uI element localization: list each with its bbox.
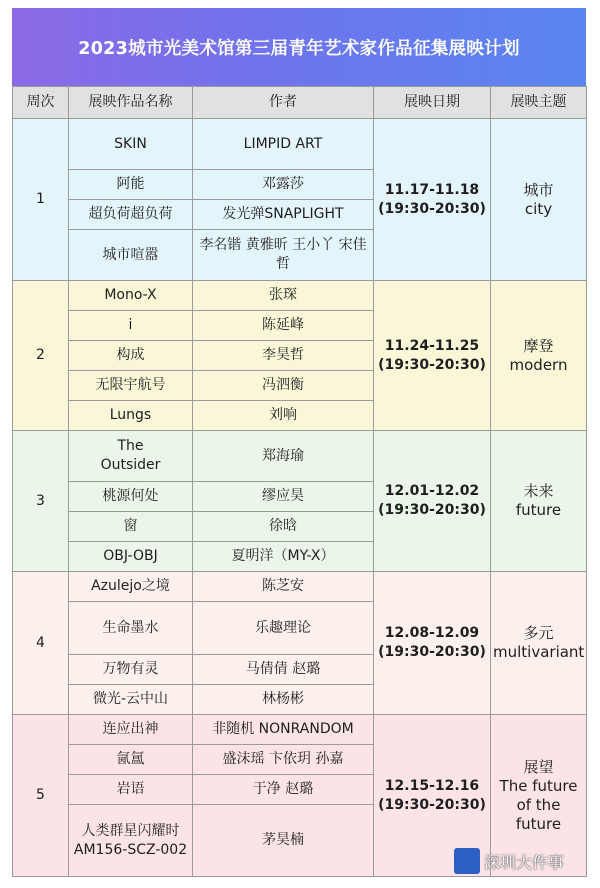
author-name: 夏明洋（MY-X） <box>193 542 374 572</box>
watermark-logo-icon <box>454 848 480 874</box>
header-work: 展映作品名称 <box>69 87 193 119</box>
theme-en: The future of the future <box>499 776 578 833</box>
author-name: 茅昊楠 <box>193 805 374 877</box>
work-title: 生命墨水 <box>69 602 193 655</box>
table-row <box>13 715 587 745</box>
work-title: The Outsider <box>69 431 193 482</box>
author-name: 刘响 <box>193 401 374 431</box>
author-name: 张琛 <box>193 281 374 311</box>
work-title: OBJ-OBJ <box>69 542 193 572</box>
screening-date-cell <box>374 431 491 572</box>
author-name: 于净 赵璐 <box>193 775 374 805</box>
table-row <box>13 119 587 170</box>
page-title: 2023城市光美术馆第三届青年艺术家作品征集展映计划 <box>78 38 520 59</box>
work-title: 人类群星闪耀时AM156-SCZ-002 <box>69 805 193 877</box>
screening-date: 12.01-12.02 <box>384 483 480 499</box>
title-banner <box>12 8 586 86</box>
week-number: 2 <box>13 281 69 431</box>
screening-date-cell <box>374 119 491 281</box>
work-title: 超负荷超负荷 <box>69 200 193 230</box>
work-title: 万物有灵 <box>69 655 193 685</box>
work-title: 岩语 <box>69 775 193 805</box>
author-name: 非随机 NONRANDOM <box>193 715 374 745</box>
work-title: 构成 <box>69 341 193 371</box>
header-week: 周次 <box>13 87 69 119</box>
theme-cell <box>491 431 587 572</box>
work-title: 连应出神 <box>69 715 193 745</box>
screening-date-cell <box>374 572 491 715</box>
week-number: 1 <box>13 119 69 281</box>
work-title: Lungs <box>69 401 193 431</box>
watermark <box>454 846 564 876</box>
work-title: 氤氲 <box>69 745 193 775</box>
header-date: 展映日期 <box>374 87 491 119</box>
screening-date-cell <box>374 281 491 431</box>
work-title: 城市喧嚣 <box>69 230 193 281</box>
author-name: 林杨彬 <box>193 685 374 715</box>
header-author: 作者 <box>193 87 374 119</box>
screening-time: (19:30-20:30) <box>378 356 486 373</box>
table-row <box>13 281 587 311</box>
week-number: 3 <box>13 431 69 572</box>
theme-cell <box>491 572 587 715</box>
theme-cell <box>491 119 587 281</box>
theme-cn: 展望 <box>523 757 554 776</box>
author-name: 缪应昊 <box>193 482 374 512</box>
screening-date: 11.17-11.18 <box>384 181 480 198</box>
screening-date: 11.24-11.25 <box>384 337 480 354</box>
schedule-table <box>12 86 587 877</box>
watermark-text: 深圳大件事 <box>484 852 565 872</box>
theme-cn: 多元 <box>523 624 554 642</box>
theme-cell <box>491 281 587 431</box>
author-name: 陈延峰 <box>193 311 374 341</box>
author-name: 郑海瑜 <box>193 431 374 482</box>
author-name: 李名锴 黄雅昕 王小丫 宋佳哲 <box>193 230 374 281</box>
week-number: 4 <box>13 572 69 715</box>
author-name: 陈芝安 <box>193 572 374 602</box>
author-name: 马倩倩 赵璐 <box>193 655 374 685</box>
table-row <box>13 431 587 482</box>
theme-en: city <box>524 199 553 218</box>
work-title: SKIN <box>69 119 193 170</box>
author-name: 徐晗 <box>193 512 374 542</box>
author-name: 李昊哲 <box>193 341 374 371</box>
theme-cn: 城市 <box>523 180 554 199</box>
screening-date: 12.15-12.16 <box>384 777 480 794</box>
theme-cn: 摩登 <box>523 336 554 355</box>
author-name: 乐趣理论 <box>193 602 374 655</box>
work-title: 窗 <box>69 512 193 542</box>
author-name: 邓露莎 <box>193 170 374 200</box>
work-title: 桃源何处 <box>69 482 193 512</box>
screening-time: (19:30-20:30) <box>378 502 486 518</box>
screening-time: (19:30-20:30) <box>378 796 486 813</box>
theme-cn: 未来 <box>523 482 554 500</box>
work-title: 微光-云中山 <box>69 685 193 715</box>
author-name: LIMPID ART <box>193 119 374 170</box>
screening-time: (19:30-20:30) <box>378 644 486 660</box>
screening-date: 12.08-12.09 <box>384 625 480 641</box>
work-title: i <box>69 311 193 341</box>
theme-en: multivariant <box>493 643 585 661</box>
theme-en: modern <box>509 355 568 374</box>
work-title: 无限宇航号 <box>69 371 193 401</box>
work-title: Azulejo之境 <box>69 572 193 602</box>
table-row <box>13 572 587 602</box>
week-number: 5 <box>13 715 69 877</box>
author-name: 冯泗衡 <box>193 371 374 401</box>
theme-en: future <box>515 501 562 519</box>
author-name: 发光弹SNAPLIGHT <box>193 200 374 230</box>
table-header-row <box>13 87 587 119</box>
screening-time: (19:30-20:30) <box>378 200 486 217</box>
work-title: 阿能 <box>69 170 193 200</box>
author-name: 盛沫瑶 卞依玥 孙嘉 <box>193 745 374 775</box>
work-title: Mono-X <box>69 281 193 311</box>
header-theme: 展映主题 <box>491 87 587 119</box>
